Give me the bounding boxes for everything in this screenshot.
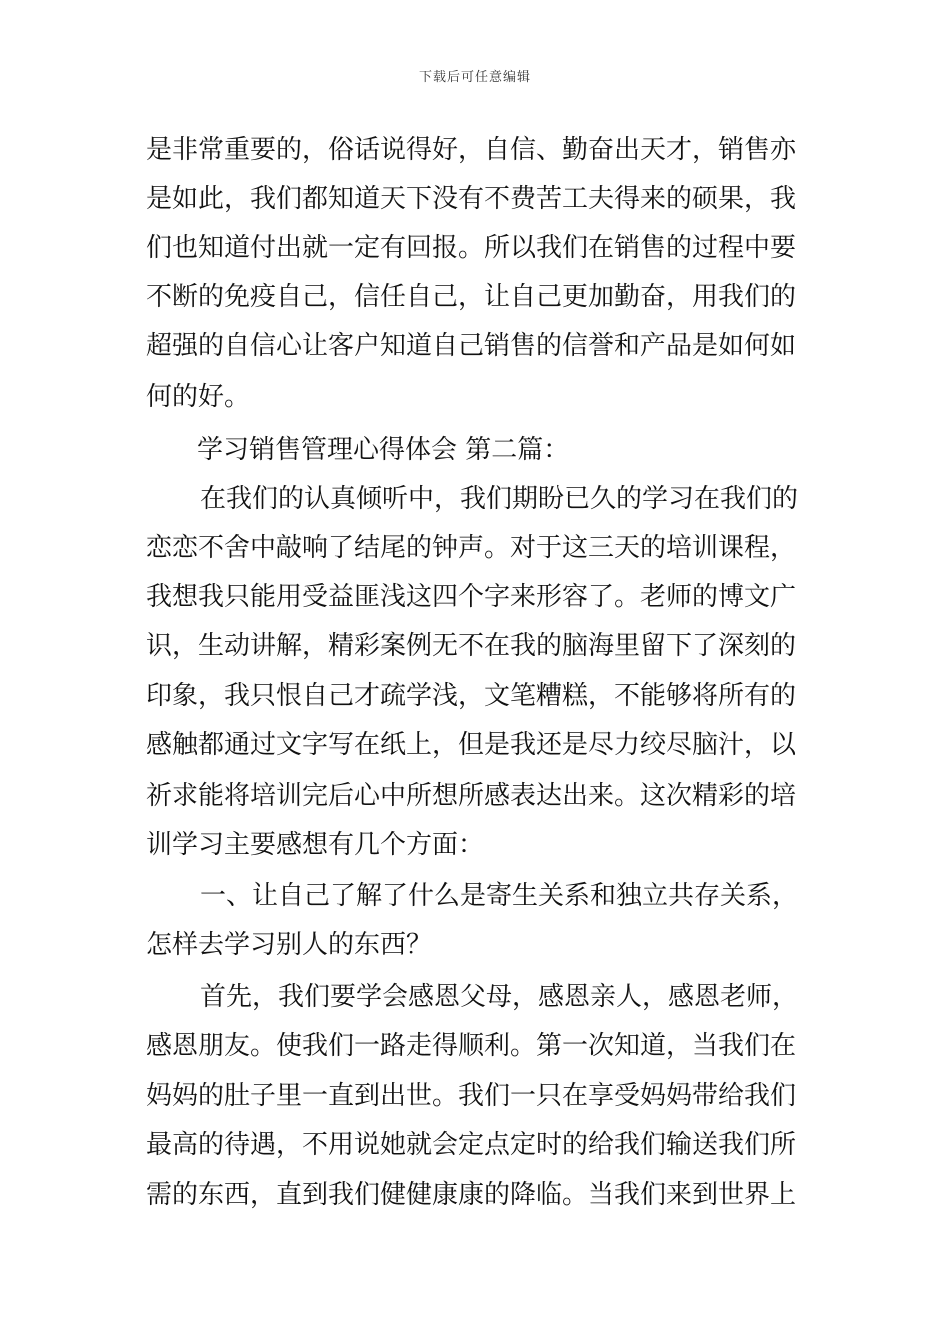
text-line: 不断的免疫自己，信任自己，让自己更加勤奋，用我们的 <box>146 282 797 312</box>
text-line: 在我们的认真倾听中，我们期盼已久的学习在我们的 <box>200 484 799 514</box>
text-line: 训学习主要感想有几个方面： <box>146 830 485 860</box>
text-line: 是如此，我们都知道天下没有不费苦工夫得来的硕果，我 <box>146 184 797 214</box>
text-line: 超强的自信心让客户知道自己销售的信誉和产品是如何如 <box>146 331 797 361</box>
text-line: 一、让自己了解了什么是寄生关系和独立共存关系， <box>200 881 799 911</box>
text-line: 最高的待遇，不用说她就会定点定时的给我们输送我们所 <box>146 1130 797 1160</box>
text-line: 需的东西，直到我们健健康康的降临。当我们来到世界上 <box>146 1180 797 1210</box>
text-line: 妈妈的肚子里一直到出世。我们一只在享受妈妈带给我们 <box>146 1081 797 1111</box>
text-line: 首先，我们要学会感恩父母，感恩亲人，感恩老师， <box>200 982 799 1012</box>
text-line: 恋恋不舍中敲响了结尾的钟声。对于这三天的培训课程， <box>146 533 797 563</box>
text-line: 我想我只能用受益匪浅这四个字来形容了。老师的博文广 <box>146 582 797 612</box>
text-line: 祈求能将培训完后心中所想所感表达出来。这次精彩的培 <box>146 781 797 811</box>
text-line: 识，生动讲解，精彩案例无不在我的脑海里留下了深刻的 <box>146 631 797 661</box>
text-line: 何的好。 <box>146 382 251 412</box>
text-line: 感恩朋友。使我们一路走得顺利。第一次知道，当我们在 <box>146 1031 797 1061</box>
header-note: 下载后可任意编辑 <box>418 70 531 85</box>
text-line: 们也知道付出就一定有回报。所以我们在销售的过程中要 <box>146 233 797 263</box>
text-line: 印象，我只恨自己才疏学浅，文笔糟糕，不能够将所有的 <box>146 681 797 711</box>
text-line: 是非常重要的，俗话说得好，自信、勤奋出天才，销售亦 <box>146 135 797 165</box>
section-heading: 学习销售管理心得体会 第二篇： <box>197 435 570 465</box>
text-line: 感触都通过文字写在纸上，但是我还是尽力绞尽脑汁，以 <box>146 730 797 760</box>
text-line: 怎样去学习别人的东西？ <box>146 930 433 960</box>
